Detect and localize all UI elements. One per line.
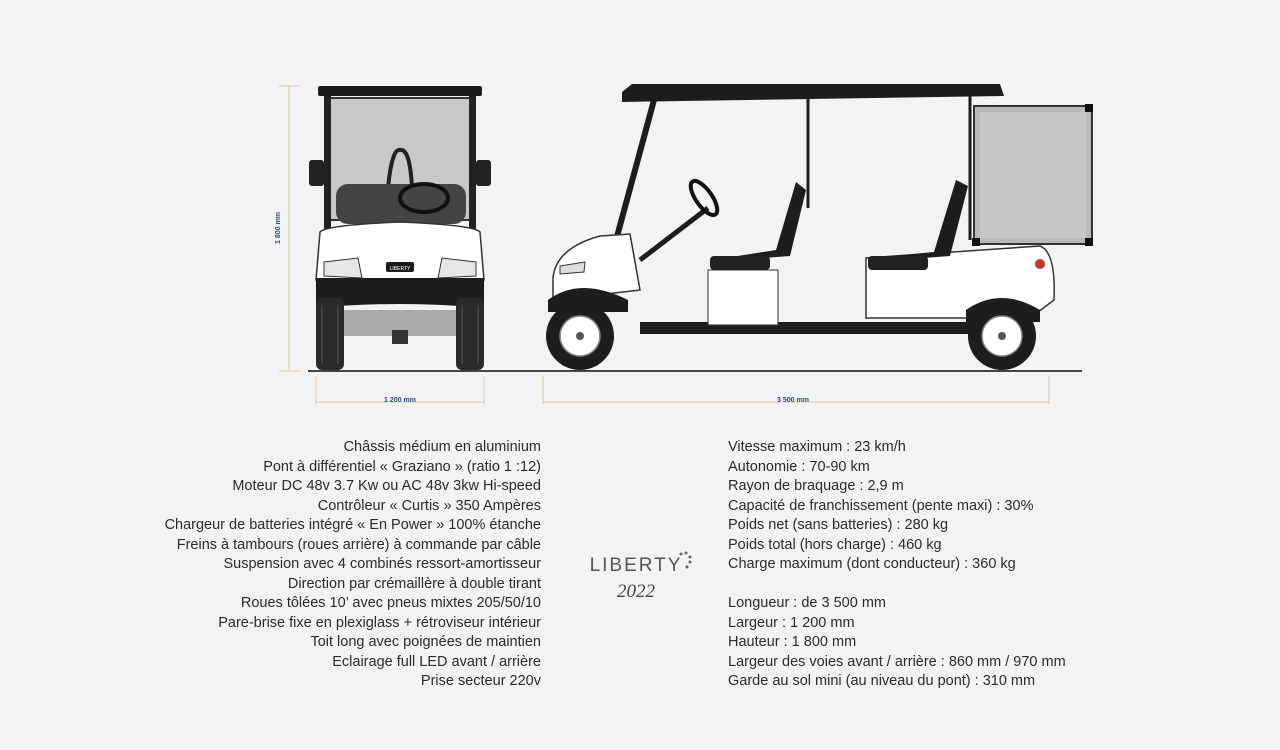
spec-controller: Contrôleur « Curtis » 350 Ampères [317, 497, 541, 514]
spec-max-slope: Capacité de franchissement (pente maxi) : 30% [728, 497, 1034, 514]
logo-dots-icon [678, 551, 692, 571]
liberty-logo [590, 555, 683, 577]
specs-left-column [100, 438, 541, 692]
spec-motor: Moteur DC 48v 3.7 Kw ou AC 48v 3kw Hi-speed [232, 478, 541, 494]
brand-year: 2022 [617, 581, 655, 602]
specs-right-column [728, 438, 1228, 692]
spec-width: Largeur : 1 200 mm [728, 614, 855, 631]
front-badge: LIBERTY [389, 266, 411, 272]
spec-chassis: Châssis médium en aluminium [343, 439, 541, 455]
width-dimension-label: 1 200 mm [384, 397, 416, 404]
spec-autonomy: Autonomie : 70-90 km [728, 458, 870, 475]
spec-turning-radius: Rayon de braquage : 2,9 m [728, 478, 904, 494]
brand-logo-text: LIBERTY [589, 555, 683, 576]
spec-charger: Chargeur de batteries intégré « En Power » 100% étanche [164, 517, 541, 533]
spec-track-width: Largeur des voies avant / arrière : 860 mm / 970 mm [728, 653, 1066, 670]
spec-outlet: Prise secteur 220v [420, 673, 541, 689]
spec-windshield: Pare-brise fixe en plexiglass + rétroviseur intérieur [218, 614, 541, 631]
spec-suspension: Suspension avec 4 combinés ressort-amortisseur [223, 556, 541, 572]
spec-brakes: Freins à tambours (roues arrière) à commande par câble [176, 536, 541, 553]
length-dimension-label: 3 500 mm [777, 397, 809, 404]
spec-differential: Pont à différentiel « Graziano » (ratio 1 :12) [263, 458, 541, 475]
spec-roof: Toit long avec poignées de maintien [310, 634, 541, 650]
spec-total-weight: Poids total (hors charge) : 460 kg [728, 536, 942, 553]
spec-height: Hauteur : 1 800 mm [728, 634, 857, 650]
spec-net-weight: Poids net (sans batteries) : 280 kg [728, 517, 949, 533]
spec-length: Longueur : de 3 500 mm [728, 595, 886, 611]
height-dimension-label: 1 800 mm [275, 212, 282, 244]
spec-wheels: Roues tôlées 10’ avec pneus mixtes 205/50/10 [240, 595, 541, 611]
spec-steering: Direction par crémaillère à double tirant [287, 575, 541, 592]
brand-block [576, 555, 696, 603]
spec-lighting: Eclairage full LED avant / arrière [332, 653, 541, 670]
spec-ground-clearance: Garde au sol mini (au niveau du pont) : 310 mm [728, 673, 1036, 689]
side-view [543, 84, 1093, 404]
spec-max-speed: Vitesse maximum : 23 km/h [728, 439, 906, 455]
front-view [275, 86, 491, 404]
spec-max-load: Charge maximum (dont conducteur) : 360 kg [728, 556, 1016, 572]
